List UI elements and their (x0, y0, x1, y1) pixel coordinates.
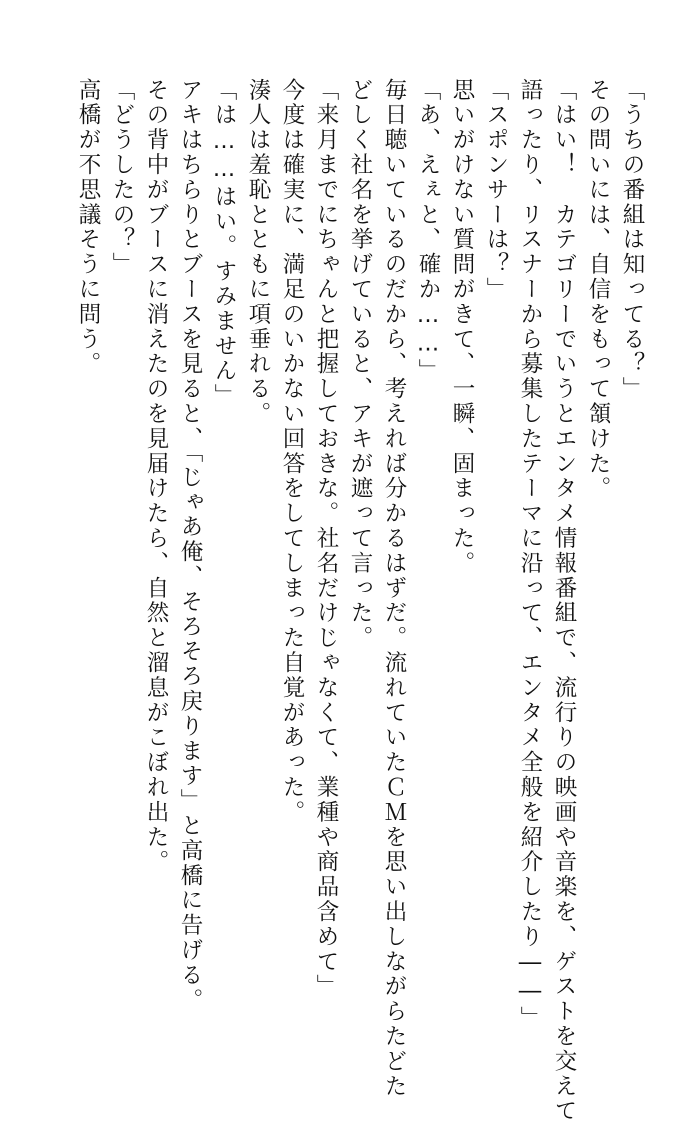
text-line-5: 「スポンサーは？」 (483, 78, 509, 303)
text-line-17: 高橋が不思議そうに問う。 (75, 78, 101, 377)
text-line-9: どしく社名を挙げていると、アキが遮って言った。 (347, 78, 373, 651)
text-line-2: その問いには、自信をもって頷けた。 (585, 78, 611, 502)
text-line-14: アキはちらりとブースを見ると、「じゃあ俺、そろそろ戻ります」と高橋に告げる。 (177, 78, 203, 1013)
text-line-7: 「あ、えぇと、確か……」 (415, 78, 441, 384)
text-line-11: 今度は確実に、満足のいかない回答をしてしまった自覚があった。 (279, 78, 305, 825)
text-line-12: 湊人は羞恥とともに項垂れる。 (245, 78, 271, 427)
text-line-15: その背中がブースに消えたのを見届けたら、自然と溜息がこぼれ出た。 (143, 78, 169, 875)
text-line-13: 「は……はい。すみません」 (211, 78, 237, 409)
text-line-1: 「うちの番組は知ってる？」 (619, 78, 645, 402)
text-line-6: 思いがけない質問がきて、一瞬、固まった。 (449, 78, 475, 576)
text-line-3: 「はい！ カテゴリーでいうとエンタメ情報番組で、流行りの映画や音楽を、ゲストを交えて (551, 78, 577, 1124)
text-line-8: 毎日聴いているのだから、考えれば分かるはずだ。流れていたＣＭを思い出しながらたどた (381, 78, 407, 1099)
text-line-10: 「来月までにちゃんと把握しておきな。社名だけじゃなくて、業種や商品含めて」 (313, 78, 339, 1000)
text-line-16: 「どうしたの？」 (109, 78, 135, 278)
text-line-4: 語ったり、リスナーから募集したテーマに沿って、エンタメ全般を紹介したり――」 (517, 78, 543, 1032)
